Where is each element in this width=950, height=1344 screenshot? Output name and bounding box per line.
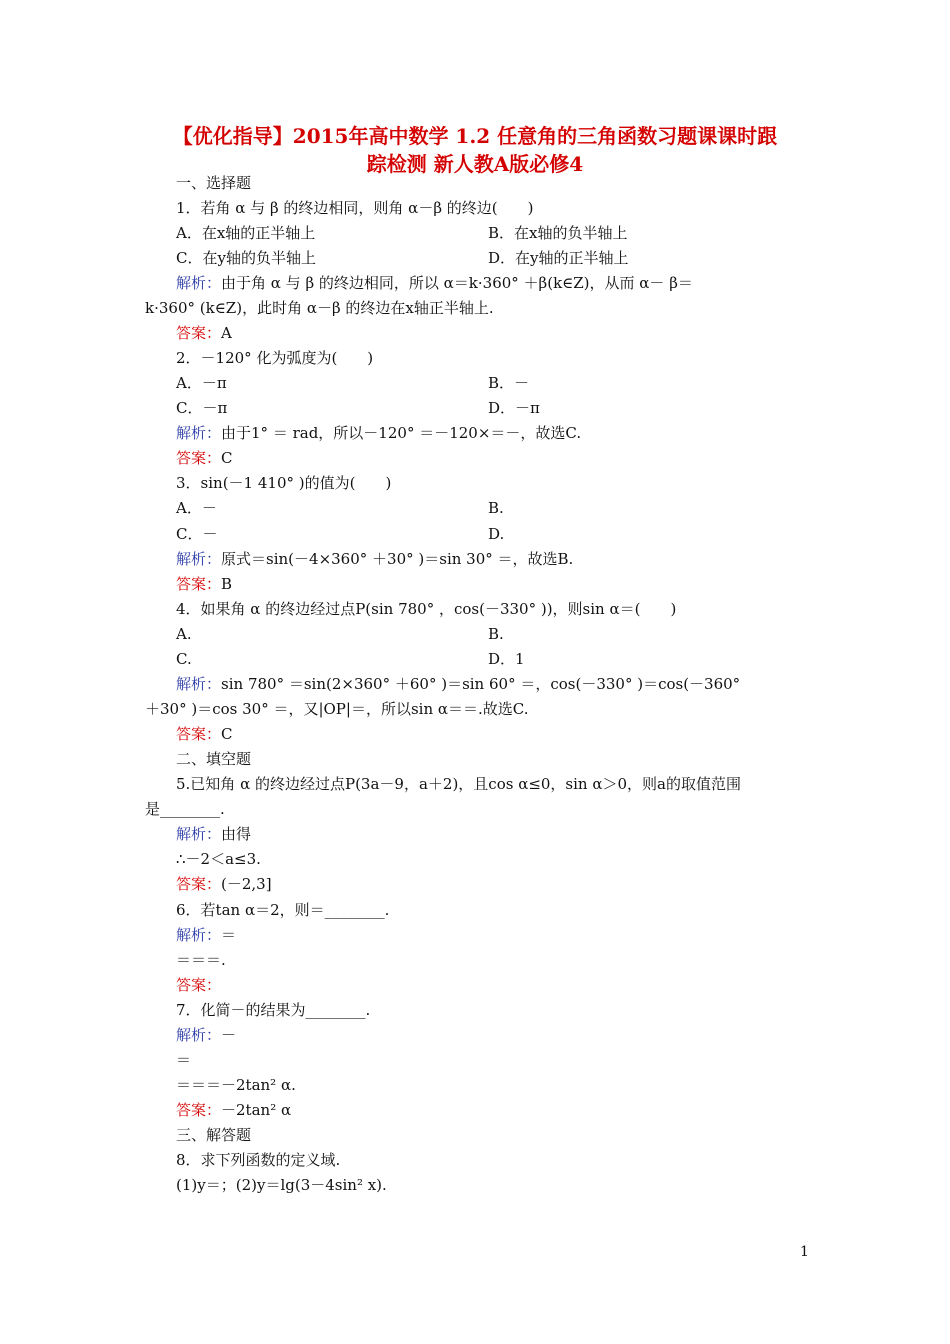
q2-stem: 2．－120° 化为弧度为( ) bbox=[176, 349, 374, 367]
q2-option-d: D．－π bbox=[488, 399, 540, 417]
q2-answer-value: C bbox=[221, 449, 233, 467]
q5-stem-1: 5.已知角 α 的终边经过点P(3a－9，a＋2)，且cos α≤0，sin α＞0，则a的取值范围 bbox=[176, 775, 741, 793]
answer-label: 答案： bbox=[176, 976, 222, 994]
document-title bbox=[140, 122, 810, 178]
q3-option-c: C．－ bbox=[176, 525, 218, 543]
q2-analysis bbox=[176, 423, 581, 443]
q4-option-a: A. bbox=[176, 625, 192, 643]
analysis-label: 解析： bbox=[176, 825, 222, 843]
answer-label: 答案： bbox=[176, 324, 222, 342]
q3-stem: 3．sin(－1 410° )的值为( ) bbox=[176, 474, 392, 492]
q1-analysis-text-2: k·360° (k∈Z)，此时角 α－β 的终边在x轴正半轴上. bbox=[145, 299, 494, 317]
analysis-label: 解析： bbox=[176, 274, 222, 292]
q7-analysis bbox=[176, 1025, 236, 1045]
q7-analysis-line-2: ＝＝＝－2tan² α. bbox=[176, 1076, 296, 1094]
q3-analysis-text: 原式＝sin(－4×360° ＋30° )＝sin 30° ＝，故选B. bbox=[221, 550, 574, 568]
q5-answer-value: (－2,3] bbox=[221, 875, 272, 893]
page-number: 1 bbox=[800, 1244, 809, 1260]
analysis-label: 解析： bbox=[176, 926, 222, 944]
analysis-label: 解析： bbox=[176, 550, 222, 568]
q1-answer bbox=[176, 323, 232, 343]
q3-answer-value: B bbox=[221, 575, 233, 593]
title-line-2: 踪检测 新人教A版必修4 bbox=[366, 152, 584, 176]
q4-option-b: B. bbox=[488, 625, 504, 643]
q2-option-c: C．－π bbox=[176, 399, 228, 417]
q1-option-c: C．在y轴的负半轴上 bbox=[176, 249, 316, 267]
q3-option-b: B. bbox=[488, 499, 504, 517]
title-line-1: 【优化指导】2015年高中数学 1.2 任意角的三角函数习题课课时跟 bbox=[172, 124, 778, 148]
q5-analysis-line: ∴－2＜a≤3. bbox=[176, 850, 261, 868]
q3-analysis bbox=[176, 549, 573, 569]
answer-label: 答案： bbox=[176, 575, 222, 593]
q6-answer bbox=[176, 975, 221, 995]
q2-option-b: B．－ bbox=[488, 374, 530, 392]
q7-analysis-line-1: ＝ bbox=[176, 1051, 192, 1069]
q4-analysis-text-2: ＋30° )＝cos 30° ＝，又|OP|＝，所以sin α＝＝.故选C. bbox=[145, 700, 529, 718]
q5-analysis bbox=[176, 824, 251, 844]
q8-stem: 8．求下列函数的定义域. bbox=[176, 1151, 341, 1169]
q5-answer bbox=[176, 874, 272, 894]
q4-option-c: C. bbox=[176, 650, 192, 668]
q4-stem: 4．如果角 α 的终边经过点P(sin 780° ，cos(－330° ))，则sin α＝( ) bbox=[176, 600, 677, 618]
q1-analysis-text-1: 由于角 α 与 β 的终边相同，所以 α＝k·360° ＋β(k∈Z)，从而 α－ β＝ bbox=[221, 274, 693, 292]
q4-answer-value: C bbox=[221, 725, 233, 743]
answer-label: 答案： bbox=[176, 1101, 222, 1119]
section-heading-fill: 二、填空题 bbox=[176, 750, 252, 768]
q2-option-a: A．－π bbox=[176, 374, 227, 392]
q1-option-d: D．在y轴的正半轴上 bbox=[488, 249, 629, 267]
q5-stem-2: 是________. bbox=[145, 800, 225, 818]
q4-analysis bbox=[176, 674, 740, 694]
q7-analysis-text: － bbox=[221, 1026, 237, 1044]
section-heading-solve: 三、解答题 bbox=[176, 1126, 252, 1144]
q6-stem: 6．若tan α＝2，则＝________. bbox=[176, 901, 390, 919]
q1-option-b: B．在x轴的负半轴上 bbox=[488, 224, 628, 242]
q3-option-a: A．－ bbox=[176, 499, 217, 517]
section-heading-choice: 一、选择题 bbox=[176, 174, 252, 192]
q1-option-a: A．在x轴的正半轴上 bbox=[176, 224, 316, 242]
q4-analysis-text-1: sin 780° ＝sin(2×360° ＋60° )＝sin 60° ＝，cos(－330° )＝cos(－360° bbox=[221, 675, 741, 693]
q4-option-d: D．1 bbox=[488, 650, 525, 668]
answer-label: 答案： bbox=[176, 875, 222, 893]
q3-option-d: D. bbox=[488, 525, 505, 543]
q1-answer-value: A bbox=[221, 324, 232, 342]
analysis-label: 解析： bbox=[176, 675, 222, 693]
answer-label: 答案： bbox=[176, 725, 222, 743]
q8-subquestions: (1)y＝；(2)y＝lg(3－4sin² x). bbox=[176, 1176, 387, 1194]
answer-label: 答案： bbox=[176, 449, 222, 467]
analysis-label: 解析： bbox=[176, 424, 222, 442]
q6-analysis bbox=[176, 925, 236, 945]
q2-analysis-text: 由于1° ＝ rad，所以－120° ＝－120×＝－，故选C. bbox=[221, 424, 582, 442]
q2-answer bbox=[176, 448, 233, 468]
q3-answer bbox=[176, 574, 232, 594]
analysis-label: 解析： bbox=[176, 1026, 222, 1044]
q7-answer-value: －2tan² α bbox=[221, 1101, 292, 1119]
q1-stem: 1．若角 α 与 β 的终边相同，则角 α－β 的终边( ) bbox=[176, 199, 534, 217]
q1-analysis bbox=[176, 273, 693, 293]
q6-analysis-text: ＝ bbox=[221, 926, 237, 944]
q7-answer bbox=[176, 1100, 291, 1120]
q5-analysis-text: 由得 bbox=[221, 825, 252, 843]
q7-stem: 7．化简－的结果为________. bbox=[176, 1001, 371, 1019]
q6-analysis-line: ＝＝＝. bbox=[176, 951, 226, 969]
q4-answer bbox=[176, 724, 233, 744]
